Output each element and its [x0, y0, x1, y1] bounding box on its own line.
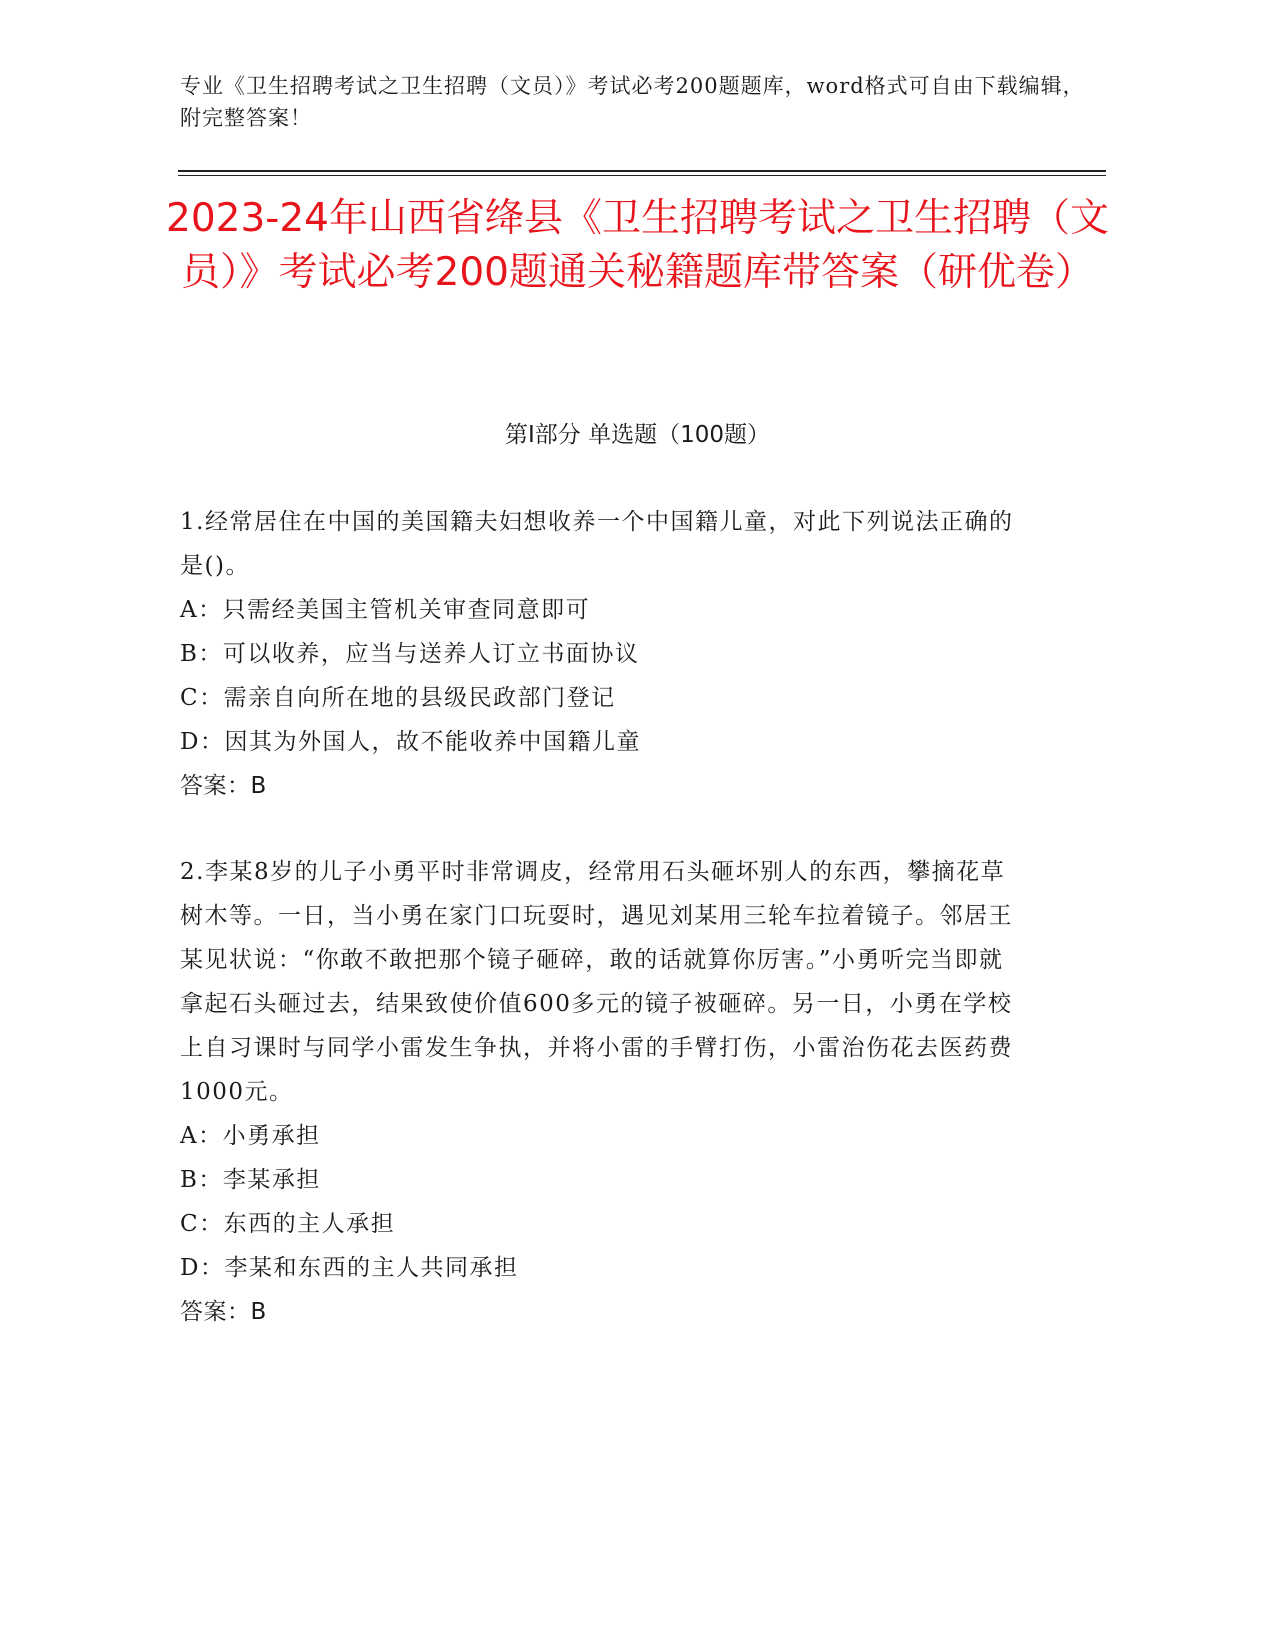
option-b: B：可以收养，应当与送养人订立书面协议 [180, 641, 640, 667]
option-c: C：东西的主人承担 [180, 1211, 396, 1237]
question-stem: 1.经常居住在中国的美国籍夫妇想收养一个中国籍儿童，对此下列说法正确的是()。 [180, 509, 1014, 579]
document-title: 2023-24年山西省绛县《卫生招聘考试之卫生招聘（文员）》考试必考200题通关秘籍题库带答案（研优卷） [166, 196, 1109, 295]
answer: 答案：B [180, 773, 267, 799]
option-d: D：因其为外国人，故不能收养中国籍儿童 [180, 729, 641, 755]
question-2 [180, 850, 1020, 1334]
option-a: A：小勇承担 [180, 1123, 321, 1149]
option-c: C：需亲自向所在地的县级民政部门登记 [180, 685, 616, 711]
option-a: A：只需经美国主管机关审查同意即可 [180, 597, 591, 623]
header-rule-thin [178, 175, 1106, 176]
option-d: D：李某和东西的主人共同承担 [180, 1255, 519, 1281]
document-header [180, 70, 1100, 134]
answer: 答案：B [180, 1299, 267, 1325]
question-1 [180, 500, 1020, 808]
question-stem: 2.李某8岁的儿子小勇平时非常调皮，经常用石头砸坏别人的东西，攀摘花草树木等。一日，当小勇在家门口玩耍时，遇见刘某用三轮车拉着镜子。邻居王某见状说：“你敢不敢把那个镜子砸碎，敢的话就算你厉害。”小勇听完当即就拿起石头砸过去，结果致使价值600多元的镜子被砸碎。另一日，小勇在学校上自习课时与同学小雷发生争执，并将小雷的手臂打伤，小雷治伤花去医药费1000元。 [180, 859, 1013, 1105]
option-b: B：李某承担 [180, 1167, 321, 1193]
section-heading: 第Ⅰ部分 单选题（100题） [505, 422, 770, 448]
header-rule-thick [178, 170, 1106, 172]
header-text: 专业《卫生招聘考试之卫生招聘（文员）》考试必考200题题库，word格式可自由下载编辑，附完整答案！ [180, 74, 1085, 130]
